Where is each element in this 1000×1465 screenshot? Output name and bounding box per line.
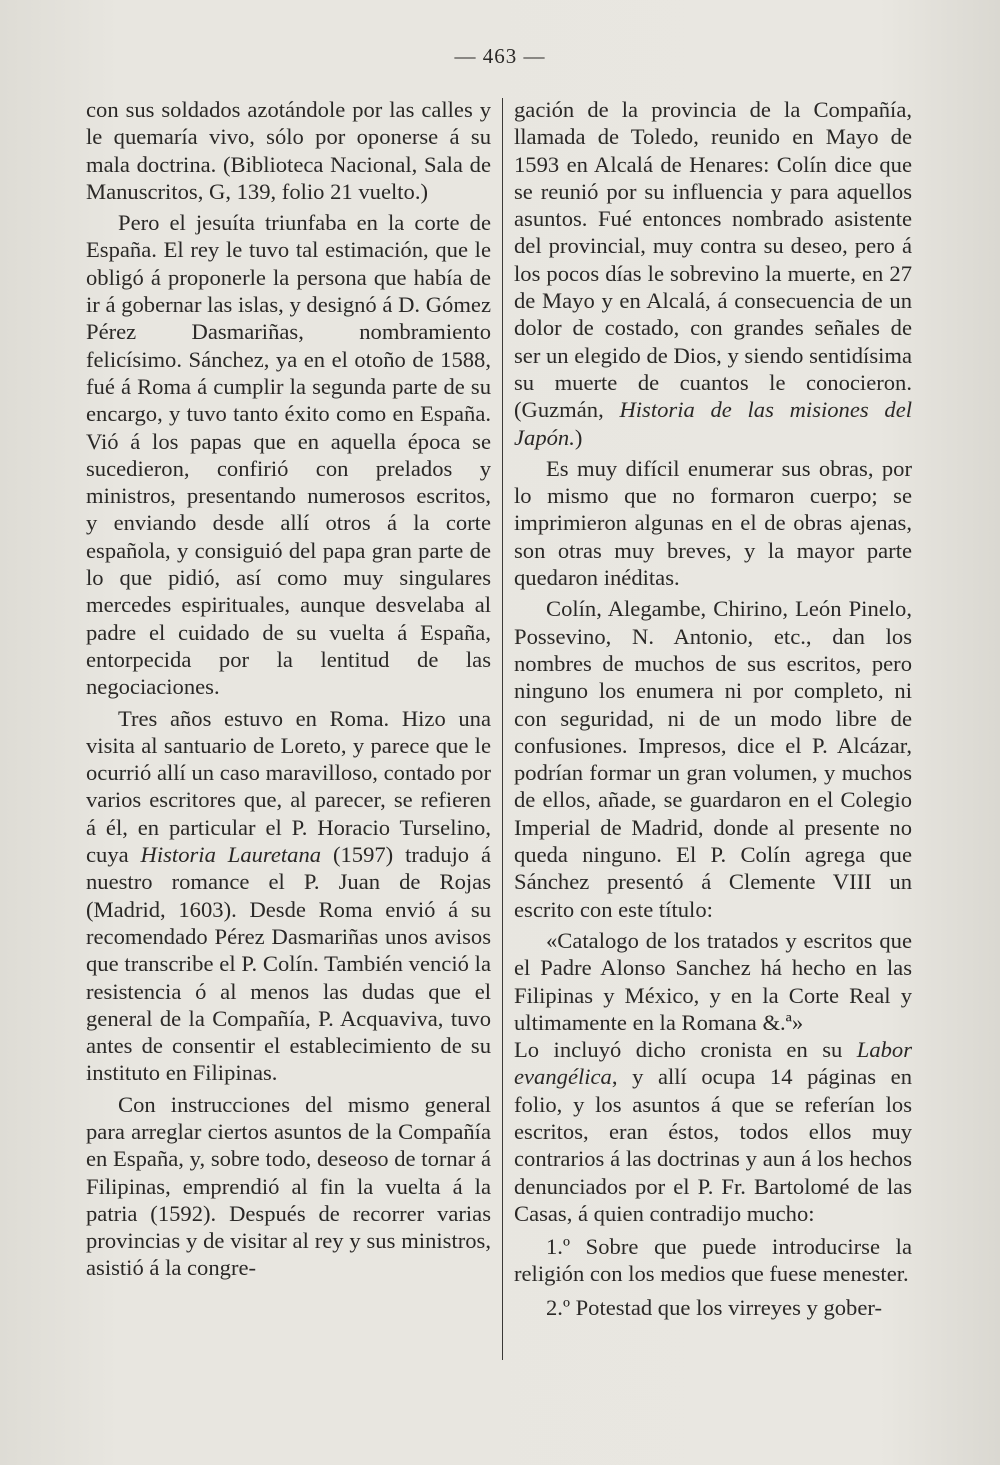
paragraph-continuation <box>514 1036 912 1227</box>
quoted-title: «Catalogo de los tratados y escritos que el Padre Alonso Sanchez há hecho en las Filipinas y México, y en la Corte Real y ultimamente en la Romana &.ª» <box>514 927 912 1035</box>
book-title-italic: Historia de las misiones del Japón. <box>514 397 912 450</box>
column-divider <box>502 98 503 1360</box>
paragraph: Con instrucciones del mismo general para arreglar ciertos asuntos de la Compañía en España, y, sobre todo, deseoso de tornar á Filipinas, emprendió al fin la vuelta á la patria (1592). Después de recorrer varias provincias y de visitar al rey y sus ministros, asistió á la congre- <box>86 1091 491 1281</box>
paragraph-text: Lo incluyó dicho cronista en su <box>514 1037 857 1063</box>
paragraph <box>86 705 491 1087</box>
right-column <box>514 96 912 1321</box>
paragraph-continuation <box>514 96 912 451</box>
paragraph: Es muy difícil enumerar sus obras, por lo mismo que no formaron cuerpo; se imprimieron algunas en el de obras ajenas, son otras muy breves, y la mayor parte quedaron inéditas. <box>514 455 912 591</box>
list-item: 1.º Sobre que puede introducirse la religión con los medios que fuese menester. <box>514 1234 912 1287</box>
list-item: 2.º Potestad que los virreyes y gober- <box>546 1294 882 1320</box>
paragraph-text: (1597) tradujo á nuestro romance el P. Juan de Rojas (Madrid, 1603). Desde Roma envió á su recomendado Pérez Dasmariñas unos avisos que transcribe el P. Colín. También venció la resistencia ó al menos las dudas que el general de la Compañía, P. Acquaviva, tuvo antes de consentir el establecimiento de su instituto en Filipinas. <box>86 842 491 1086</box>
paragraph-text: gación de la provincia de la Compañía, llamada de Toledo, reunido en Mayo de 1593 en Alcalá de Henares: Colín dice que se reunió por su influencia y para aquellos asuntos. Fué entonces nombrado asistente del provincial, muy contra su deseo, pero á los pocos días le sobrevino la muerte, en 27 de Mayo y en Alcalá, á consecuencia de un dolor de costado, con grandes señales de ser un elegido de Dios, y siendo sentidísima su muerte de cuantos le conocieron. (Guzmán, <box>514 97 912 423</box>
paragraph-text: ) <box>574 424 583 450</box>
left-column <box>86 96 491 1282</box>
book-title-italic: Historia Lauretana <box>140 842 322 868</box>
book-title-italic: Labor evangélica <box>514 1037 912 1090</box>
page-number: — 463 — <box>454 44 546 68</box>
paragraph: Pero el jesuíta triunfaba en la corte de España. El rey le tuvo tal estimación, que le obligó á proponerle la persona que había de ir á gobernar las islas, y designó á D. Gómez Pérez Dasmariñas, nombramiento felicísimo. Sánchez, ya en el otoño de 1588, fué á Roma á cumplir la segunda parte de su encargo, y tuvo tanto éxito como en España. Vió á los papas que en aquella época se sucedieron, confirió con prelados y ministros, presentando numerosos escritos, y enviando desde allí otros á la corte española, y consiguió del papa gran parte de lo que pidió, así como muy singulares mercedes espirituales, aunque desvelaba al padre el cuidado de su vuelta á España, entorpecida por la lentitud de las negociaciones. <box>86 210 491 700</box>
paragraph-text: Tres años estuvo en Roma. Hizo una visita al santuario de Loreto, y parece que le ocurrió allí un caso maravilloso, contado por varios escritores que, al parecer, se refieren á él, en particular el P. Horacio Turselino, cuya <box>86 705 491 868</box>
paragraph-text: , y allí ocupa 14 páginas en folio, y los asuntos á que se referían los escritos, eran éstos, todos ellos muy contrarios á las doctrinas y aun á los hechos denunciados por el P. Fr. Bartolomé de las Casas, á quien contradijo mucho: <box>514 1064 912 1226</box>
paragraph: Colín, Alegambe, Chirino, León Pinelo, Possevino, N. Antonio, etc., dan los nombres de muchos de sus escritos, pero ninguno los enumera ni por completo, ni con seguridad, ni de un modo libre de confusiones. Impresos, dice el P. Alcázar, podrían formar un gran volumen, y muchos de ellos, añade, se guardaron en el Colegio Imperial de Madrid, donde al presente no queda ninguno. El P. Colín agrega que Sánchez presentó á Clemente VIII un escrito con este título: <box>514 596 912 922</box>
paragraph-continuation: con sus soldados azotándole por las calles y le quemaría vivo, sólo por oponerse á su mala doctrina. (Biblioteca Nacional, Sala de Manuscritos, G, 139, folio 21 vuelto.) <box>86 97 491 204</box>
